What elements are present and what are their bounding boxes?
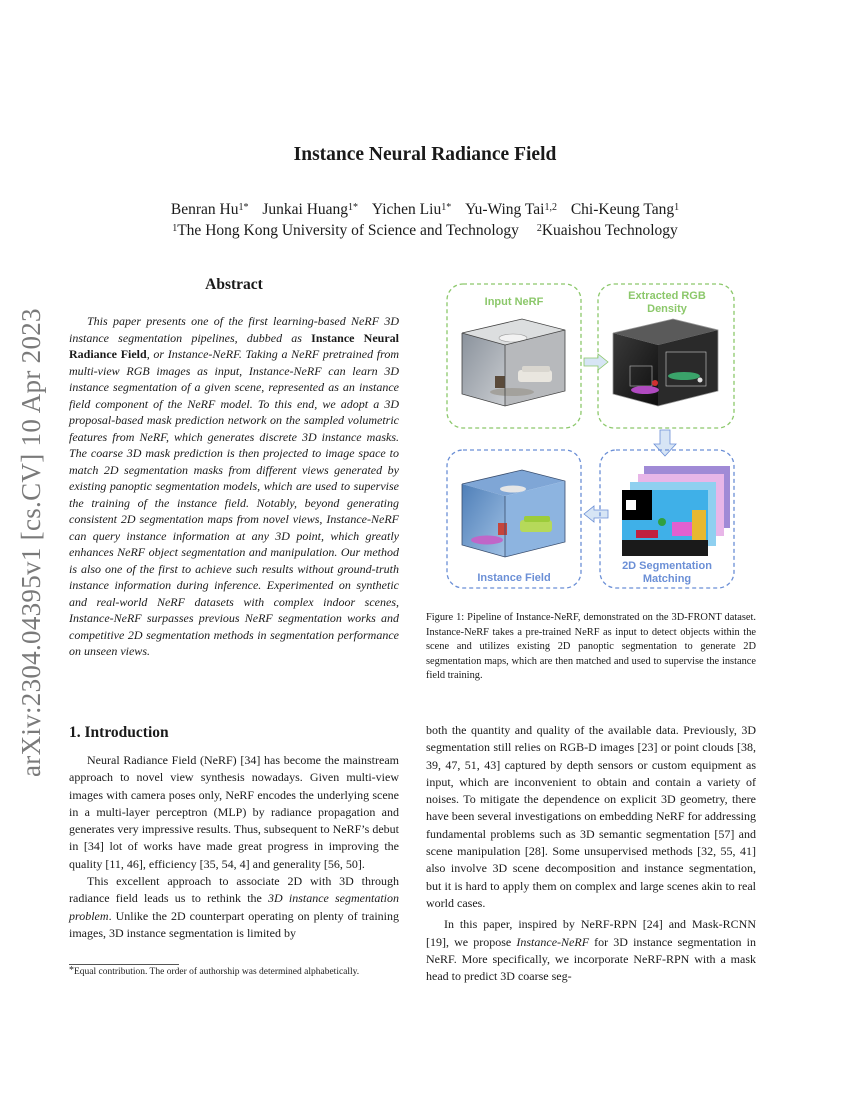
instance-room-cube — [462, 470, 565, 557]
intro-right-paragraph-1: both the quantity and quality of the available data. Previously, 3D segmentation still relies on RGB-D images [23] or point clouds [38, 39, 47, 51, 43] captured by depth sensors or custom equipment as input, which are inconvenient to obtain and contain a variety of noises. To mitigate the dependence on explicit 3D geometry, there have been several investigations on embedding NeRF for addressing fundamental problems such as 3D semantic segmentation [57] and scene manipulation [28]. Some unsupervised methods [32, 55, 41] also involve 3D scene decomposition and instance segmentation, but it is hard to apply them on complex and large scenes akin to real world cases. — [426, 723, 756, 910]
arrow-down — [654, 430, 676, 456]
extracted-rgb-label-2: Density — [647, 303, 687, 315]
abstract-body: This paper presents one of the first learning-based NeRF 3D instance segmentation pipelines, dubbed as Instance Neural Radiance Field, or Instance-NeRF. Taking a NeRF pretrained from multi-view RGB images as input, Instance-NeRF can learn 3D instance segmentation of a given scene, represented as an instance field component of the NeRF model. To this end, we adopt a 3D proposal-based mask prediction network on the sampled volumetric features from NeRF, which generates discrete 3D instance masks. The coarse 3D mask prediction is then projected to image space to match 2D segmentation masks from different views generated by existing panoptic segmentation models, which are used to supervise the training of the instance field. Notably, beyond generating consistent 2D segmentation maps from novel views, Instance-NeRF can query instance information at any 3D point, which greatly enhances NeRF object segmentation and manipulation. Our method is also one of the first to achieve such results without ground-truth instance information during inference. Experimented on synthetic and real-world NeRF datasets with complex indoor scenes, Instance-NeRF surpasses previous NeRF segmentation works and competitive 2D segmentation methods in segmentation performance on unseen views. — [69, 314, 399, 658]
intro-paragraph-2: This excellent approach to associate 2D with 3D through radiance field leads us to rethink the 3D instance segmentation problem. Unlike the 2D counterpart operating on plenty of training images, 3D instance segmentation is limited by — [69, 874, 399, 940]
intro-paragraph-1: Neural Radiance Field (NeRF) [34] has become the mainstream approach to novel view synthesis nowadays. Given multi-view images with camera poses only, NeRF encodes the underlying scene in a multi-layer perceptron (MLP) by radiance propagation and generates very impressive results. Thus, subsequent to NeRF’s debut in [34] lot of works have made great progress in improving the quality [11, 46], efficiency [35, 54, 4] and generality [56, 50]. — [69, 753, 399, 871]
author: Chi-Keung Tang$^1$ — [570, 201, 680, 218]
pipeline-figure — [440, 278, 750, 590]
paper-title: Instance Neural Radiance Field — [293, 144, 557, 165]
segmentation-maps-stack — [622, 466, 730, 556]
affiliation: $^2$Kuaishou Technology — [536, 222, 678, 239]
input-room-cube — [462, 319, 565, 406]
abstract-heading: Abstract — [205, 276, 263, 293]
density-cube — [613, 319, 718, 406]
input-nerf-label: Input NeRF — [484, 296, 544, 308]
seg-matching-label-2: Matching — [642, 573, 692, 585]
figure-caption: Figure 1: Pipeline of Instance-NeRF, demonstrated on the 3D-FRONT dataset. Instance-NeRF takes a pre-trained NeRF as input to detect objects within the scene and utilizes existing 2D panoptic segmentation to generate 2D segmentation maps, which are then matched and used to supervise the instance field training. — [426, 612, 756, 681]
intro-right-paragraph-2: In this paper, inspired by NeRF-RPN [24] and Mask-RCNN [19], we propose Instance-NeRF for 3D instance segmentation in NeRF. More specifically, we incorporate NeRF-RPN with a mask head to predict 3D coarse seg- — [426, 917, 756, 984]
author: Benran $Hu^{1*}$ — [170, 201, 249, 218]
intro-right-column — [426, 722, 756, 985]
arxiv-side-identifier — [4, 292, 50, 777]
footnote: *Equal contribution. The order of authorship was determined alphabetically. — [69, 965, 360, 977]
seg-matching-label-1: 2D Segmentation — [622, 560, 712, 572]
instance-field-label: Instance Field — [477, 572, 551, 584]
author: Junkai Huang$^{1*}$ — [262, 201, 359, 218]
section-heading-introduction: 1. Introduction — [69, 724, 169, 741]
affiliation: $^1$The Hong Kong University of Science and Technology — [172, 222, 519, 239]
footnote-rule — [69, 964, 179, 965]
author: Yichen Liu$^{1*}$ — [371, 201, 452, 218]
intro-left-column — [69, 752, 399, 942]
arrow-left — [584, 506, 608, 522]
arxiv-id-text: arXiv:2304.04395v1 [cs.CV] 10 Apr 2023 — [16, 308, 46, 777]
author: Yu-Wing Tai$^{1,2}$ — [465, 201, 557, 218]
author-list — [0, 199, 850, 220]
arrow-right-1 — [584, 354, 608, 370]
extracted-rgb-label-1: Extracted RGB — [628, 290, 706, 302]
affiliations — [0, 220, 850, 241]
